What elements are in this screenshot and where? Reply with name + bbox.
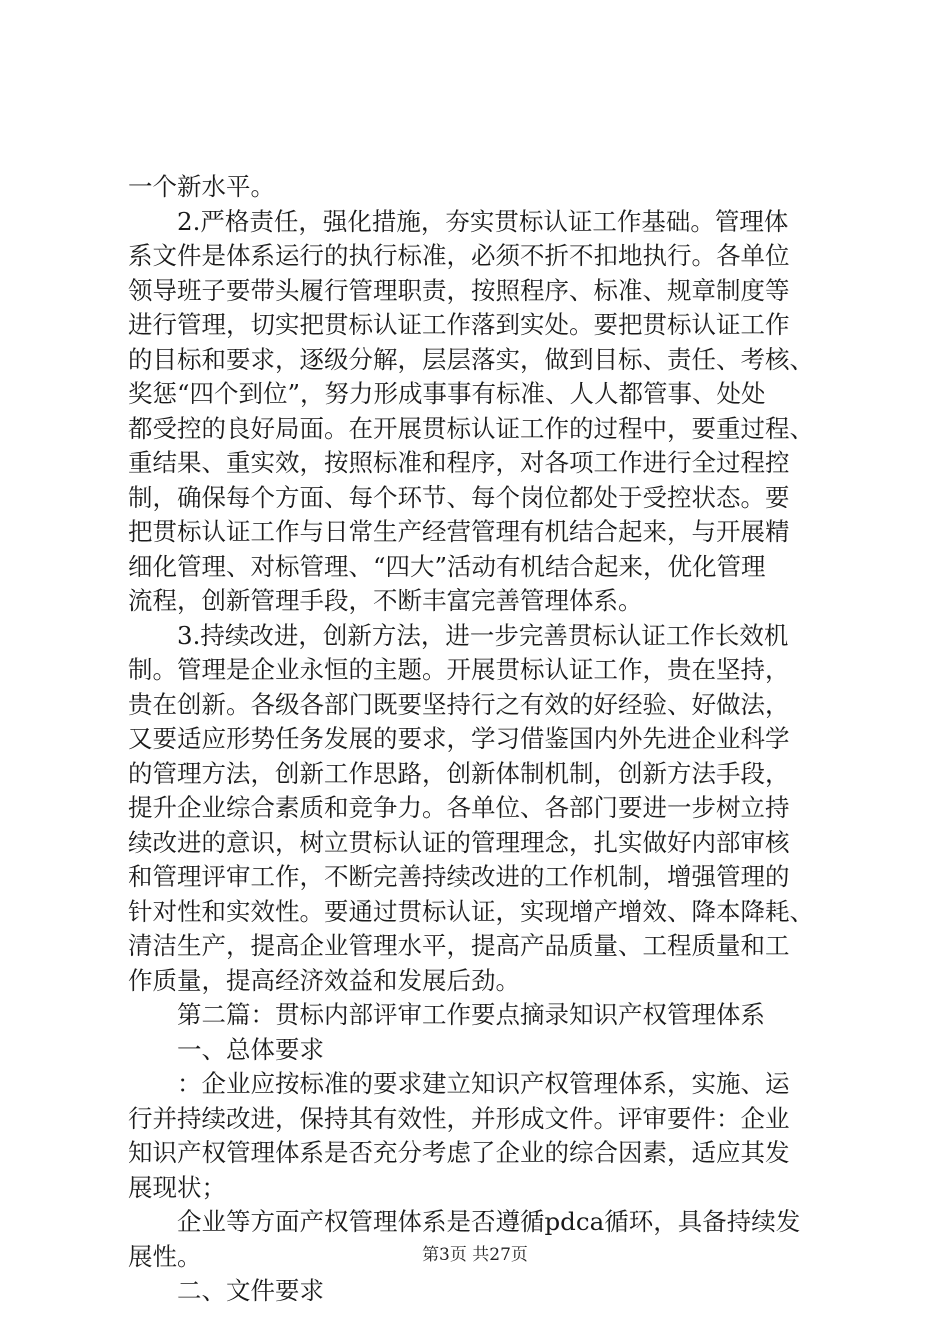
- text-line: 针对性和实效性。要通过贯标认证，实现增产增效、降本降耗、: [128, 896, 814, 926]
- text-line: 和管理评审工作，不断完善持续改进的工作机制，增强管理的: [128, 862, 790, 891]
- subsection-heading: 二、文件要求: [128, 1276, 324, 1305]
- text-line: 行并持续改进，保持其有效性，并形成文件。评审要件：企业: [128, 1103, 790, 1133]
- text-line: 一个新水平。: [128, 172, 275, 201]
- text-line: 3.持续改进，创新方法，进一步完善贯标认证工作长效机: [128, 620, 789, 650]
- document-body: [128, 170, 848, 1309]
- text-line: 贵在创新。各级各部门既要坚持行之有效的好经验、好做法，: [128, 689, 790, 719]
- text-line: 提升企业综合素质和竞争力。各单位、各部门要进一步树立持: [128, 793, 790, 822]
- text-line: ：企业应按标准的要求建立知识产权管理体系，实施、运: [128, 1069, 790, 1098]
- text-line: 又要适应形势任务发展的要求，学习借鉴国内外先进企业科学: [128, 724, 790, 753]
- text-line: 的目标和要求，逐级分解，层层落实，做到目标、责任、考核、: [128, 344, 814, 374]
- page-number-footer: 第3页 共27页: [422, 1245, 528, 1265]
- text-line: 细化管理、对标管理、“四大”活动有机结合起来，优化管理: [128, 551, 766, 581]
- text-line: 都受控的良好局面。在开展贯标认证工作的过程中，要重过程、: [128, 413, 814, 443]
- text-line: 奖惩“四个到位”，努力形成事事有标准、人人都管事、处处: [128, 379, 766, 408]
- section-heading: 第二篇：贯标内部评审工作要点摘录知识产权管理体系: [128, 1000, 765, 1029]
- text-line: 2.严格责任，强化措施，夯实贯标认证工作基础。管理体: [128, 206, 789, 236]
- text-line: 把贯标认证工作与日常生产经营管理有机结合起来，与开展精: [128, 517, 790, 546]
- text-line: 知识产权管理体系是否充分考虑了企业的综合因素，适应其发: [128, 1138, 790, 1167]
- text-line: 进行管理，切实把贯标认证工作落到实处。要把贯标认证工作: [128, 310, 790, 339]
- text-line: 重结果、重实效，按照标准和程序，对各项工作进行全过程控: [128, 448, 790, 477]
- text-line: 企业等方面产权管理体系是否遵循pdca循环，具备持续发: [128, 1207, 801, 1236]
- text-line: 领导班子要带头履行管理职责，按照程序、标准、规章制度等: [128, 275, 790, 305]
- text-line: 展性。: [128, 1241, 202, 1271]
- text-line: 系文件是体系运行的执行标准，必须不折不扣地执行。各单位: [128, 241, 790, 270]
- text-line: 展现状；: [128, 1172, 226, 1202]
- subsection-heading: 一、总体要求: [128, 1034, 324, 1064]
- text-line: 作质量，提高经济效益和发展后劲。: [128, 965, 520, 995]
- text-line: 流程，创新管理手段，不断丰富完善管理体系。: [128, 586, 643, 615]
- text-line: 的管理方法，创新工作思路，创新体制机制，创新方法手段，: [128, 758, 790, 788]
- text-line: 续改进的意识，树立贯标认证的管理理念，扎实做好内部审核: [128, 827, 790, 857]
- text-line: 制，确保每个方面、每个环节、每个岗位都处于受控状态。要: [128, 482, 790, 512]
- text-line: 清洁生产，提高企业管理水平，提高产品质量、工程质量和工: [128, 931, 790, 960]
- text-line: 制。管理是企业永恒的主题。开展贯标认证工作，贵在坚持，: [128, 655, 790, 684]
